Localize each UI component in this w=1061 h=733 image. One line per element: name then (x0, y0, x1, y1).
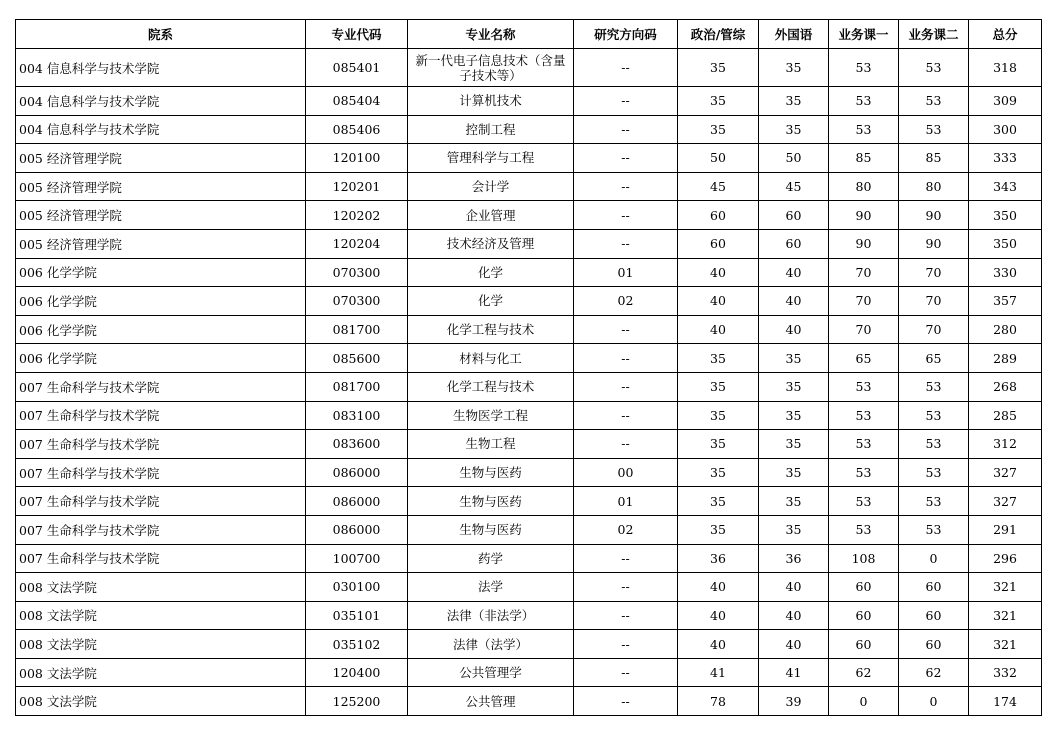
politics-score-cell: 50 (678, 144, 759, 173)
course2-score-cell: 90 (899, 201, 969, 230)
course1-score-cell: 90 (829, 229, 899, 258)
direction-cell: -- (574, 115, 678, 144)
foreign-language-score-cell: 50 (759, 144, 829, 173)
code-cell: 120400 (306, 658, 408, 687)
foreign-language-score-cell: 40 (759, 630, 829, 659)
direction-cell: 00 (574, 458, 678, 487)
table-row (16, 315, 1042, 344)
course1-score-cell: 60 (829, 573, 899, 602)
politics-score-cell: 45 (678, 172, 759, 201)
code-cell: 030100 (306, 573, 408, 602)
politics-score-cell: 41 (678, 658, 759, 687)
course1-score-cell: 53 (829, 115, 899, 144)
direction-cell: -- (574, 49, 678, 87)
course1-score-cell: 80 (829, 172, 899, 201)
dept-cell: 005 经济管理学院 (16, 144, 306, 173)
total-score-cell: 285 (969, 401, 1042, 430)
foreign-language-score-cell: 40 (759, 573, 829, 602)
major-cell: 药学 (408, 544, 574, 573)
direction-cell: 01 (574, 258, 678, 287)
header-total: 总分 (969, 20, 1042, 49)
course1-score-cell: 85 (829, 144, 899, 173)
code-cell: 120201 (306, 172, 408, 201)
politics-score-cell: 40 (678, 573, 759, 602)
course1-score-cell: 62 (829, 658, 899, 687)
foreign-language-score-cell: 40 (759, 287, 829, 316)
course1-score-cell: 60 (829, 601, 899, 630)
direction-cell: -- (574, 201, 678, 230)
code-cell: 086000 (306, 458, 408, 487)
dept-cell: 004 信息科学与技术学院 (16, 49, 306, 87)
code-cell: 083100 (306, 401, 408, 430)
course2-score-cell: 60 (899, 630, 969, 659)
course1-score-cell: 70 (829, 258, 899, 287)
total-score-cell: 327 (969, 458, 1042, 487)
dept-cell: 006 化学学院 (16, 315, 306, 344)
header-dept: 院系 (16, 20, 306, 49)
foreign-language-score-cell: 45 (759, 172, 829, 201)
course2-score-cell: 60 (899, 601, 969, 630)
major-cell: 生物与医药 (408, 458, 574, 487)
total-score-cell: 300 (969, 115, 1042, 144)
major-cell: 企业管理 (408, 201, 574, 230)
foreign-language-score-cell: 35 (759, 515, 829, 544)
code-cell: 125200 (306, 687, 408, 716)
foreign-language-score-cell: 41 (759, 658, 829, 687)
course2-score-cell: 53 (899, 401, 969, 430)
header-politics: 政治/管综 (678, 20, 759, 49)
major-cell: 控制工程 (408, 115, 574, 144)
total-score-cell: 309 (969, 87, 1042, 116)
total-score-cell: 330 (969, 258, 1042, 287)
total-score-cell: 321 (969, 573, 1042, 602)
code-cell: 085600 (306, 344, 408, 373)
direction-cell: -- (574, 372, 678, 401)
politics-score-cell: 35 (678, 344, 759, 373)
direction-cell: -- (574, 544, 678, 573)
major-cell: 生物与医药 (408, 515, 574, 544)
table-row (16, 458, 1042, 487)
politics-score-cell: 35 (678, 515, 759, 544)
header-course1: 业务课一 (829, 20, 899, 49)
politics-score-cell: 35 (678, 401, 759, 430)
code-cell: 081700 (306, 315, 408, 344)
major-cell: 新一代电子信息技术（含量子技术等） (408, 49, 574, 87)
code-cell: 085406 (306, 115, 408, 144)
politics-score-cell: 36 (678, 544, 759, 573)
politics-score-cell: 40 (678, 287, 759, 316)
table-row (16, 229, 1042, 258)
dept-cell: 005 经济管理学院 (16, 172, 306, 201)
table-row (16, 258, 1042, 287)
header-course2: 业务课二 (899, 20, 969, 49)
table-row (16, 87, 1042, 116)
course2-score-cell: 53 (899, 49, 969, 87)
header-row (16, 20, 1042, 49)
code-cell: 085404 (306, 87, 408, 116)
total-score-cell: 312 (969, 430, 1042, 459)
direction-cell: -- (574, 172, 678, 201)
foreign-language-score-cell: 35 (759, 49, 829, 87)
header-foreign: 外国语 (759, 20, 829, 49)
direction-cell: -- (574, 658, 678, 687)
course2-score-cell: 53 (899, 430, 969, 459)
total-score-cell: 343 (969, 172, 1042, 201)
major-cell: 公共管理学 (408, 658, 574, 687)
code-cell: 086000 (306, 515, 408, 544)
dept-cell: 008 文法学院 (16, 601, 306, 630)
politics-score-cell: 60 (678, 201, 759, 230)
course1-score-cell: 53 (829, 87, 899, 116)
direction-cell: -- (574, 601, 678, 630)
header-code: 专业代码 (306, 20, 408, 49)
direction-cell: 01 (574, 487, 678, 516)
foreign-language-score-cell: 35 (759, 344, 829, 373)
table-row (16, 573, 1042, 602)
major-cell: 技术经济及管理 (408, 229, 574, 258)
dept-cell: 007 生命科学与技术学院 (16, 430, 306, 459)
major-cell: 法律（法学） (408, 630, 574, 659)
table-row (16, 515, 1042, 544)
code-cell: 035102 (306, 630, 408, 659)
foreign-language-score-cell: 35 (759, 372, 829, 401)
foreign-language-score-cell: 35 (759, 487, 829, 516)
table-row (16, 287, 1042, 316)
direction-cell: -- (574, 430, 678, 459)
header-direction: 研究方向码 (574, 20, 678, 49)
course2-score-cell: 85 (899, 144, 969, 173)
total-score-cell: 357 (969, 287, 1042, 316)
major-cell: 计算机技术 (408, 87, 574, 116)
total-score-cell: 296 (969, 544, 1042, 573)
foreign-language-score-cell: 60 (759, 229, 829, 258)
code-cell: 070300 (306, 258, 408, 287)
table-row (16, 430, 1042, 459)
course1-score-cell: 53 (829, 401, 899, 430)
foreign-language-score-cell: 39 (759, 687, 829, 716)
table-row (16, 544, 1042, 573)
direction-cell: -- (574, 229, 678, 258)
dept-cell: 005 经济管理学院 (16, 229, 306, 258)
foreign-language-score-cell: 40 (759, 258, 829, 287)
course1-score-cell: 53 (829, 487, 899, 516)
total-score-cell: 291 (969, 515, 1042, 544)
politics-score-cell: 35 (678, 115, 759, 144)
dept-cell: 007 生命科学与技术学院 (16, 458, 306, 487)
total-score-cell: 332 (969, 658, 1042, 687)
direction-cell: 02 (574, 515, 678, 544)
code-cell: 070300 (306, 287, 408, 316)
table-row (16, 658, 1042, 687)
course2-score-cell: 53 (899, 87, 969, 116)
course2-score-cell: 53 (899, 515, 969, 544)
total-score-cell: 318 (969, 49, 1042, 87)
course2-score-cell: 53 (899, 487, 969, 516)
dept-cell: 007 生命科学与技术学院 (16, 515, 306, 544)
course2-score-cell: 53 (899, 458, 969, 487)
dept-cell: 006 化学学院 (16, 258, 306, 287)
table-row (16, 201, 1042, 230)
header-major: 专业名称 (408, 20, 574, 49)
code-cell: 120100 (306, 144, 408, 173)
course2-score-cell: 53 (899, 372, 969, 401)
course1-score-cell: 60 (829, 630, 899, 659)
major-cell: 管理科学与工程 (408, 144, 574, 173)
dept-cell: 005 经济管理学院 (16, 201, 306, 230)
politics-score-cell: 35 (678, 487, 759, 516)
direction-cell: -- (574, 344, 678, 373)
dept-cell: 006 化学学院 (16, 344, 306, 373)
major-cell: 法律（非法学） (408, 601, 574, 630)
major-cell: 公共管理 (408, 687, 574, 716)
major-cell: 生物工程 (408, 430, 574, 459)
table-body (16, 49, 1042, 716)
dept-cell: 008 文法学院 (16, 658, 306, 687)
total-score-cell: 327 (969, 487, 1042, 516)
direction-cell: 02 (574, 287, 678, 316)
total-score-cell: 350 (969, 201, 1042, 230)
foreign-language-score-cell: 35 (759, 401, 829, 430)
course2-score-cell: 0 (899, 687, 969, 716)
major-cell: 材料与化工 (408, 344, 574, 373)
course1-score-cell: 65 (829, 344, 899, 373)
course2-score-cell: 90 (899, 229, 969, 258)
major-cell: 化学工程与技术 (408, 315, 574, 344)
major-cell: 生物医学工程 (408, 401, 574, 430)
politics-score-cell: 40 (678, 258, 759, 287)
major-cell: 会计学 (408, 172, 574, 201)
code-cell: 083600 (306, 430, 408, 459)
code-cell: 120204 (306, 229, 408, 258)
major-cell: 法学 (408, 573, 574, 602)
table-row (16, 172, 1042, 201)
dept-cell: 004 信息科学与技术学院 (16, 115, 306, 144)
course2-score-cell: 60 (899, 573, 969, 602)
course1-score-cell: 53 (829, 49, 899, 87)
course2-score-cell: 80 (899, 172, 969, 201)
table-row (16, 344, 1042, 373)
code-cell: 085401 (306, 49, 408, 87)
foreign-language-score-cell: 40 (759, 601, 829, 630)
foreign-language-score-cell: 60 (759, 201, 829, 230)
direction-cell: -- (574, 630, 678, 659)
politics-score-cell: 40 (678, 630, 759, 659)
dept-cell: 007 生命科学与技术学院 (16, 544, 306, 573)
table-row (16, 487, 1042, 516)
direction-cell: -- (574, 401, 678, 430)
foreign-language-score-cell: 35 (759, 430, 829, 459)
table-row (16, 115, 1042, 144)
table-row (16, 630, 1042, 659)
code-cell: 035101 (306, 601, 408, 630)
course1-score-cell: 0 (829, 687, 899, 716)
course2-score-cell: 62 (899, 658, 969, 687)
course1-score-cell: 53 (829, 458, 899, 487)
course1-score-cell: 108 (829, 544, 899, 573)
total-score-cell: 280 (969, 315, 1042, 344)
dept-cell: 008 文法学院 (16, 687, 306, 716)
table-row (16, 372, 1042, 401)
foreign-language-score-cell: 40 (759, 315, 829, 344)
dept-cell: 007 生命科学与技术学院 (16, 401, 306, 430)
course2-score-cell: 0 (899, 544, 969, 573)
major-cell: 化学工程与技术 (408, 372, 574, 401)
direction-cell: -- (574, 144, 678, 173)
foreign-language-score-cell: 35 (759, 115, 829, 144)
dept-cell: 008 文法学院 (16, 573, 306, 602)
code-cell: 120202 (306, 201, 408, 230)
course1-score-cell: 53 (829, 372, 899, 401)
code-cell: 100700 (306, 544, 408, 573)
politics-score-cell: 60 (678, 229, 759, 258)
major-cell: 化学 (408, 287, 574, 316)
dept-cell: 006 化学学院 (16, 287, 306, 316)
course2-score-cell: 70 (899, 287, 969, 316)
total-score-cell: 350 (969, 229, 1042, 258)
total-score-cell: 321 (969, 601, 1042, 630)
foreign-language-score-cell: 35 (759, 458, 829, 487)
course1-score-cell: 70 (829, 315, 899, 344)
politics-score-cell: 35 (678, 430, 759, 459)
score-table (15, 19, 1042, 716)
table-row (16, 144, 1042, 173)
politics-score-cell: 35 (678, 458, 759, 487)
total-score-cell: 333 (969, 144, 1042, 173)
politics-score-cell: 78 (678, 687, 759, 716)
total-score-cell: 289 (969, 344, 1042, 373)
politics-score-cell: 40 (678, 601, 759, 630)
course2-score-cell: 53 (899, 115, 969, 144)
total-score-cell: 174 (969, 687, 1042, 716)
major-cell: 生物与医药 (408, 487, 574, 516)
foreign-language-score-cell: 36 (759, 544, 829, 573)
politics-score-cell: 35 (678, 49, 759, 87)
direction-cell: -- (574, 573, 678, 602)
politics-score-cell: 35 (678, 87, 759, 116)
course1-score-cell: 53 (829, 515, 899, 544)
code-cell: 081700 (306, 372, 408, 401)
course1-score-cell: 70 (829, 287, 899, 316)
politics-score-cell: 35 (678, 372, 759, 401)
major-cell: 化学 (408, 258, 574, 287)
politics-score-cell: 40 (678, 315, 759, 344)
course1-score-cell: 90 (829, 201, 899, 230)
course1-score-cell: 53 (829, 430, 899, 459)
table-row (16, 49, 1042, 87)
dept-cell: 007 生命科学与技术学院 (16, 372, 306, 401)
dept-cell: 004 信息科学与技术学院 (16, 87, 306, 116)
total-score-cell: 268 (969, 372, 1042, 401)
direction-cell: -- (574, 87, 678, 116)
dept-cell: 008 文法学院 (16, 630, 306, 659)
dept-cell: 007 生命科学与技术学院 (16, 487, 306, 516)
direction-cell: -- (574, 315, 678, 344)
foreign-language-score-cell: 35 (759, 87, 829, 116)
score-table-container (15, 19, 1042, 716)
table-row (16, 601, 1042, 630)
direction-cell: -- (574, 687, 678, 716)
table-row (16, 401, 1042, 430)
code-cell: 086000 (306, 487, 408, 516)
table-row (16, 687, 1042, 716)
course2-score-cell: 65 (899, 344, 969, 373)
course2-score-cell: 70 (899, 315, 969, 344)
course2-score-cell: 70 (899, 258, 969, 287)
total-score-cell: 321 (969, 630, 1042, 659)
